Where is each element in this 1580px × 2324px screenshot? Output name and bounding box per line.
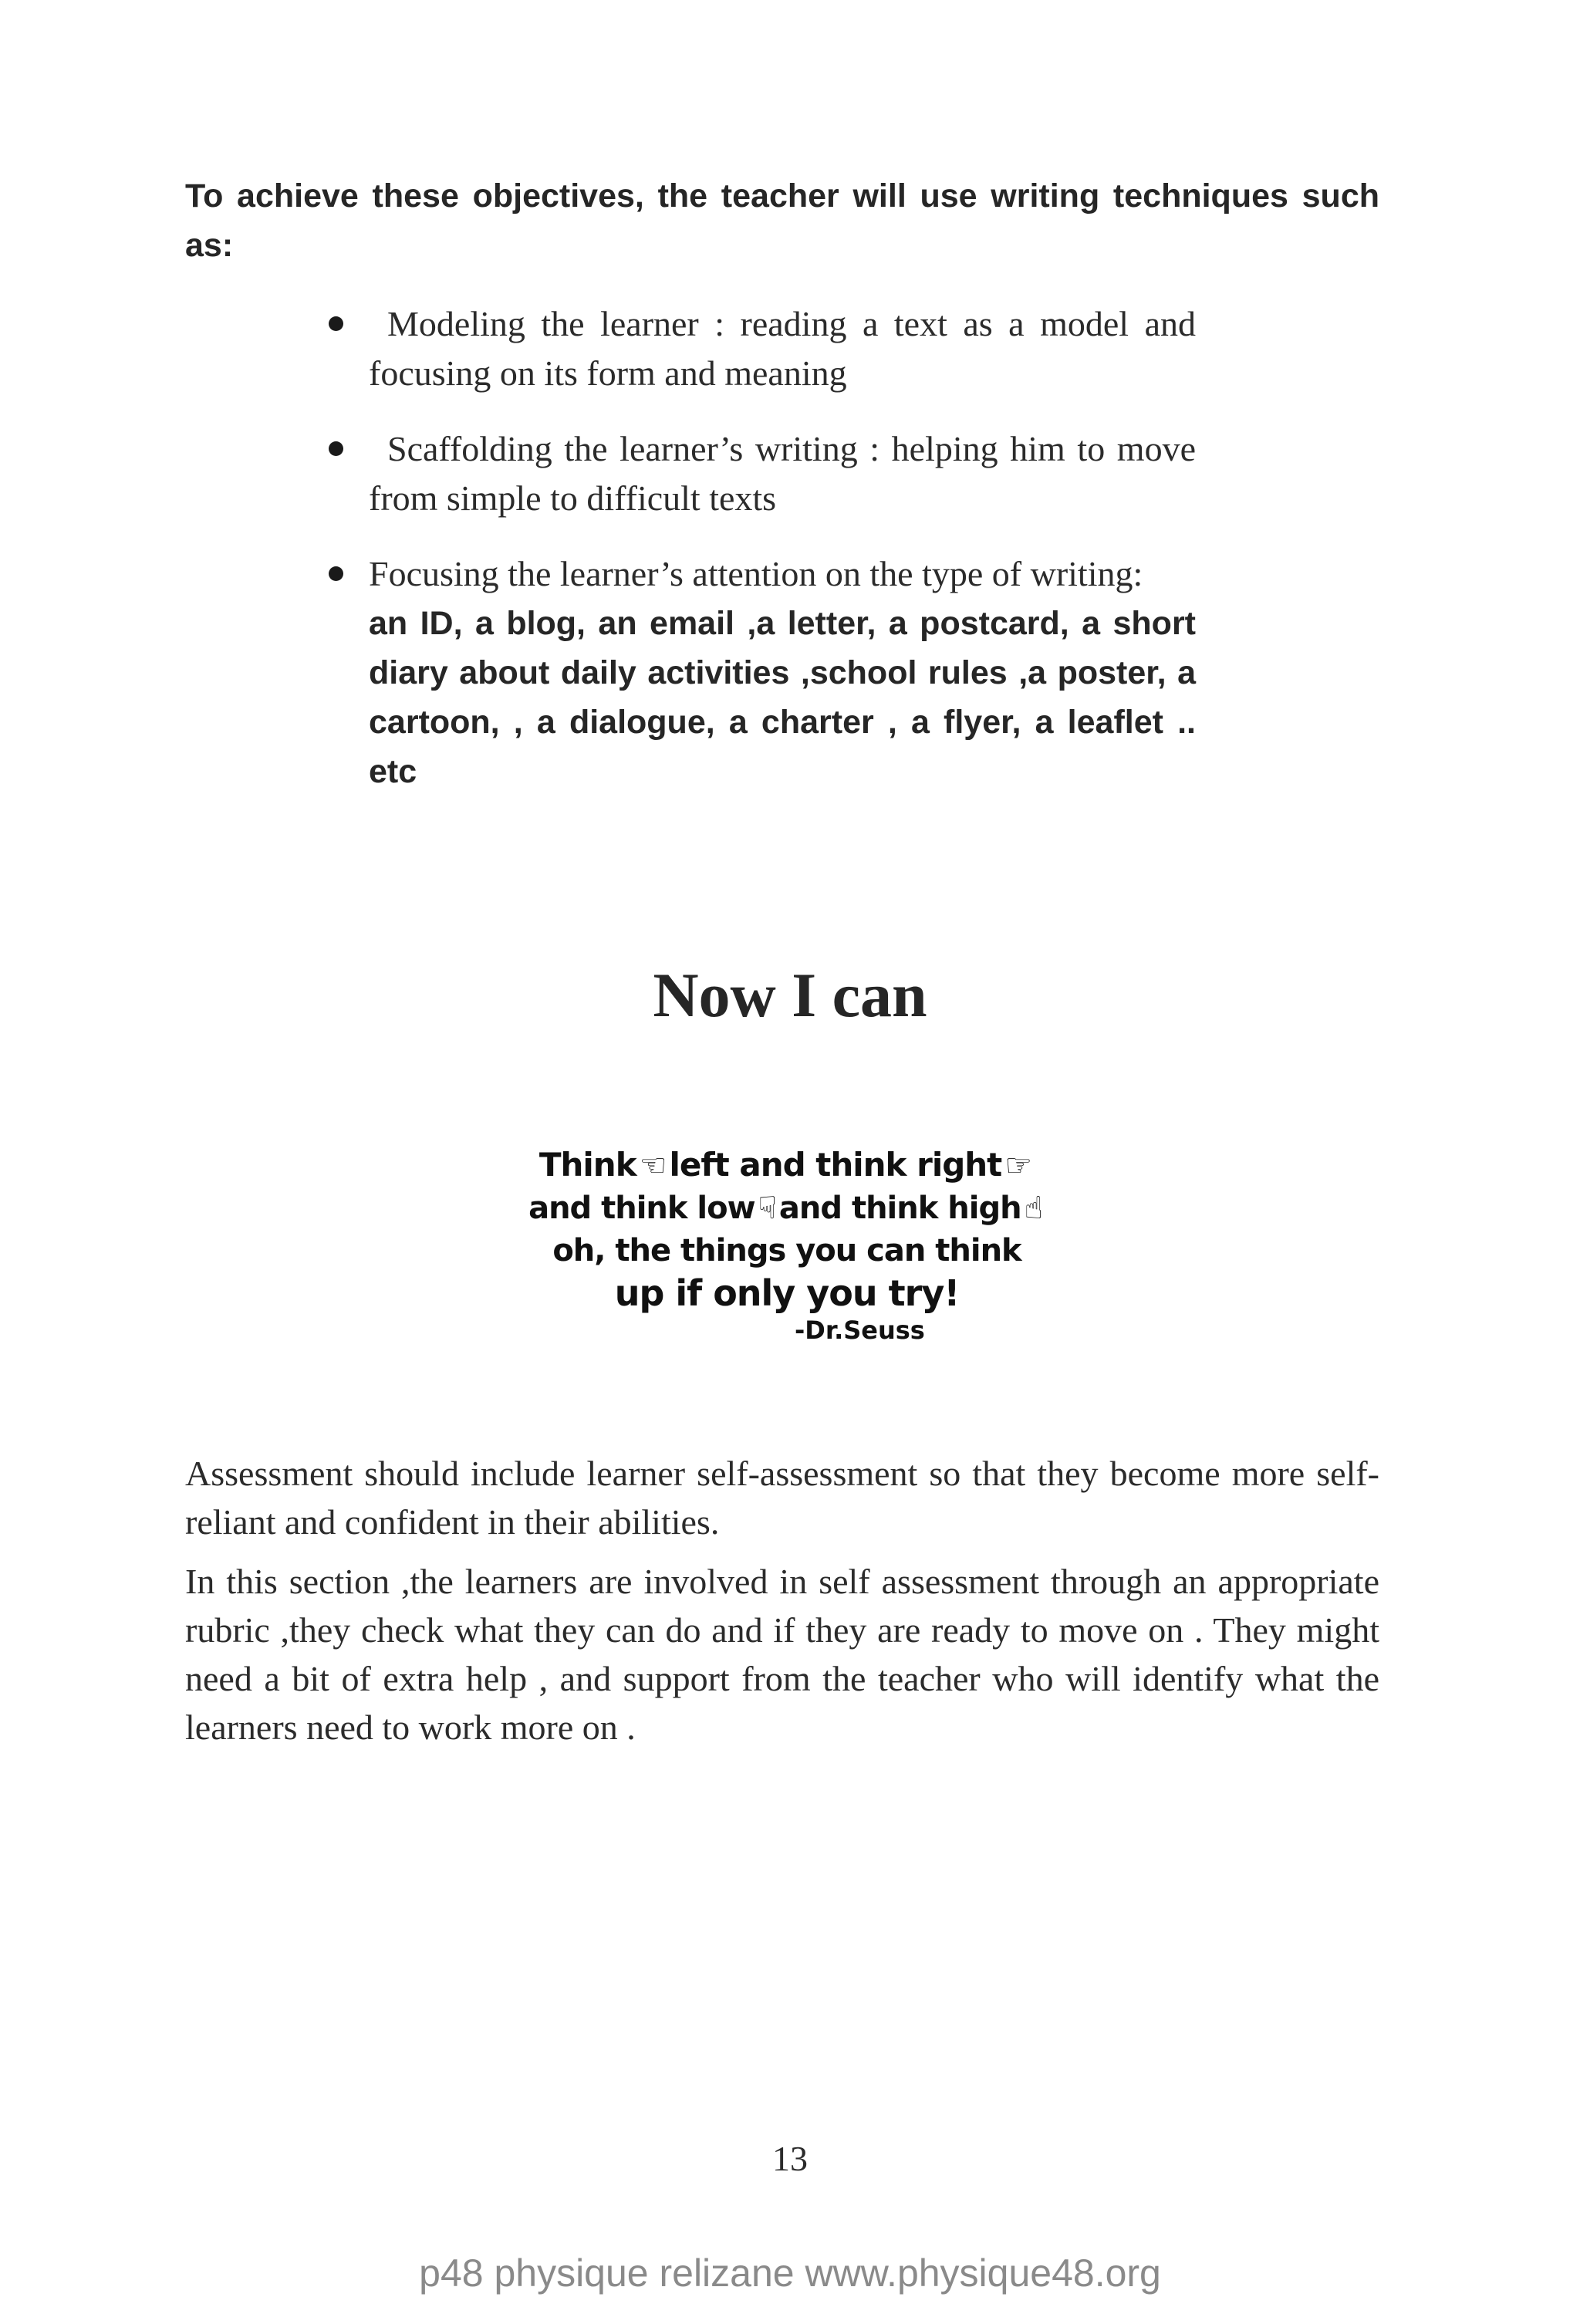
hand-pointing-down-icon: ☟ [758,1191,776,1226]
quote-line-2-start: and think low [528,1191,755,1226]
footer-watermark: p48 physique relizane www.physique48.org [419,2251,1161,2295]
seuss-quote-image [478,1143,1096,1360]
page-number: 13 [772,2139,808,2178]
quote-line-3: oh, the things you can think [552,1233,1021,1268]
list-item [324,299,1196,398]
hand-pointing-right-icon: ☞ [1004,1148,1032,1184]
section-title: Now I can [653,960,927,1030]
quote-line-2-end: and think high [778,1191,1021,1226]
bullet-dot-icon [329,566,343,581]
techniques-list [324,299,1196,823]
hand-pointing-left-icon: ☜ [639,1148,667,1184]
quote-line-4: up if only you try! [614,1272,960,1314]
self-assessment-paragraph: In this section ,the learners are involved in self assessment through an appropriate rubric ,they check what they can do and if they are ready to move on . They might need a bit of extra help , and support from the teacher who will identify what the learners need to work more on . [185,1562,1379,1747]
bullet-dot-icon [329,441,343,456]
hand-pointing-up-icon: ☝ [1024,1191,1042,1226]
quote-line-1-start: Think [538,1146,636,1184]
quote-author: -Dr.Seuss [795,1316,925,1345]
bullet-text: Focusing the learner’s attention on the type of writing: [369,554,1143,593]
assessment-paragraph: Assessment should include learner self-assessment so that they become more self-reliant and confident in their abilities. [185,1454,1379,1542]
bullet-text: Modeling the learner : reading a text as a model and focusing on its form and meaning [369,304,1196,393]
quote-line-1-end: left and think right [669,1146,1002,1184]
quote-line-1 [478,1143,1096,1187]
list-item [324,424,1196,523]
quote-line-2 [478,1187,1096,1230]
bullet-dot-icon [329,316,343,331]
list-item [324,549,1196,796]
writing-types-examples: an ID, a blog, an email ,a letter, a postcard, a short diary about daily activities ,school rules ,a poster, a cartoon, , a dialogue, a charter , a flyer, a leaflet .. etc [369,605,1196,790]
bullet-text: Scaffolding the learner’s writing : helping him to move from simple to difficult texts [369,429,1196,518]
intro-paragraph: To achieve these objectives, the teacher will use writing techniques such as: [185,177,1379,264]
